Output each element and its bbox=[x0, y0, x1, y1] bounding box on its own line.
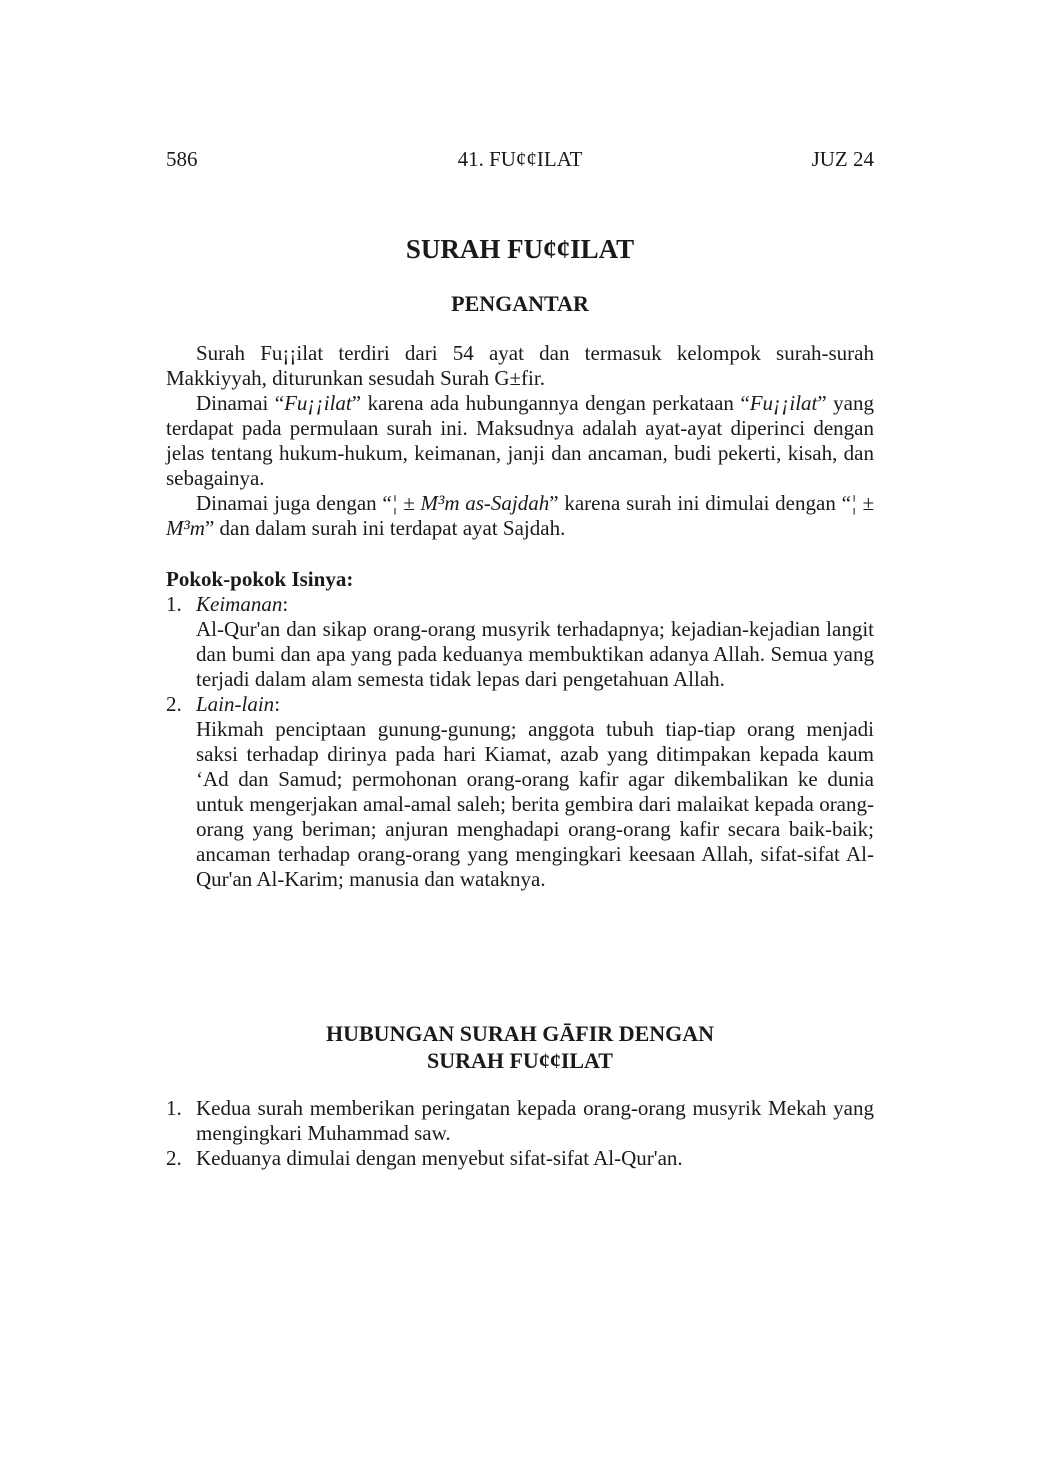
relation-list bbox=[166, 1096, 874, 1171]
list-item bbox=[166, 692, 874, 892]
item-colon: : bbox=[274, 692, 281, 716]
page-number: 586 bbox=[166, 147, 198, 171]
text-run: ” karena ada hubungannya dengan perkataan “ bbox=[351, 391, 750, 415]
intro-section bbox=[166, 341, 874, 541]
item-label-line bbox=[196, 592, 874, 617]
contents-heading: Pokok-pokok Isinya: bbox=[166, 567, 354, 591]
item-label-line bbox=[196, 692, 874, 717]
relation-heading-line-2: SURAH FU¢¢ILAT bbox=[426, 1048, 613, 1073]
intro-paragraph-3 bbox=[166, 491, 874, 541]
text-run: ” yang terdapat pada permulaan surah ini. Maksudnya adalah ayat-ayat diperinci dengan jelas tentang hukum-hukum, keimanan, janji dan ancaman, budi pekerti, kisah, dan sebagainya. bbox=[166, 391, 874, 490]
list-item bbox=[166, 592, 874, 692]
item-number: 2. bbox=[166, 692, 182, 716]
list-item bbox=[166, 1096, 874, 1146]
item-label: Lain-lain bbox=[196, 692, 275, 716]
relation-heading bbox=[166, 1020, 874, 1074]
item-number: 1. bbox=[166, 592, 182, 616]
text-run: Dinamai juga dengan “ bbox=[196, 491, 392, 515]
text-run: ” karena surah ini dimulai dengan “ bbox=[549, 491, 851, 515]
list-item bbox=[166, 1146, 874, 1171]
chapter-title: 41. FU¢¢ILAT bbox=[457, 147, 583, 171]
juz-label: JUZ 24 bbox=[811, 147, 874, 171]
item-text: Keduanya dimulai dengan menyebut sifat-sifat Al-Qur'an. bbox=[196, 1146, 683, 1170]
section-subtitle: PENGANTAR bbox=[451, 291, 589, 316]
running-header bbox=[166, 145, 874, 173]
intro-paragraph-2 bbox=[166, 391, 874, 491]
item-text: Kedua surah memberikan peringatan kepada orang-orang musyrik Mekah yang mengingkari Muhammad saw. bbox=[196, 1096, 874, 1145]
item-body: Al-Qur'an dan sikap orang-orang musyrik terhadapnya; kejadian-kejadian langit dan bumi dan apa yang pada keduanya membuktikan adanya Allah. Semua yang terjadi dalam alam semesta tidak lepas dari pengetahuan Allah. bbox=[196, 617, 874, 691]
surah-title: SURAH FU¢¢ILAT bbox=[405, 234, 635, 264]
item-number: 1. bbox=[166, 1096, 182, 1120]
relation-heading-line-1: HUBUNGAN SURAH GĀFIR DENGAN bbox=[325, 1021, 715, 1046]
item-body: Hikmah penciptaan gunung-gunung; anggota tubuh tiap-tiap orang menjadi saksi terhadap dirinya pada hari Kiamat, azab yang ditimpakan kepada kaum ‘Ad dan Samud; permohonan orang-orang kafir agar dikembalikan ke dunia untuk mengerjakan amal-amal saleh; berita gembira dari malaikat kepada orang-orang yang beriman; anjuran menghadapi orang-orang kafir secara baik-baik; ancaman terhadap orang-orang yang mengingkari keesaan Allah, sifat-sifat Al-Qur'an Al-Karim; manusia dan wataknya. bbox=[196, 717, 874, 891]
italic-term: Fu¡¡ilat bbox=[284, 391, 352, 415]
italic-term: ¦ ± M³m as-Sajdah bbox=[391, 491, 550, 515]
contents-list bbox=[166, 592, 874, 892]
intro-paragraph-1: Surah Fu¡¡ilat terdiri dari 54 ayat dan termasuk kelompok surah-surah Makkiyyah, diturunkan sesudah Surah G±fir. bbox=[166, 341, 874, 390]
text-run: Dinamai “ bbox=[196, 391, 285, 415]
italic-term: Fu¡¡ilat bbox=[749, 391, 818, 415]
item-colon: : bbox=[282, 592, 289, 616]
item-label: Keimanan bbox=[196, 592, 283, 616]
italic-term: ¦ ± M³m bbox=[166, 491, 874, 540]
item-number: 2. bbox=[166, 1146, 182, 1170]
text-run: ” dan dalam surah ini terdapat ayat Sajdah. bbox=[204, 516, 566, 540]
